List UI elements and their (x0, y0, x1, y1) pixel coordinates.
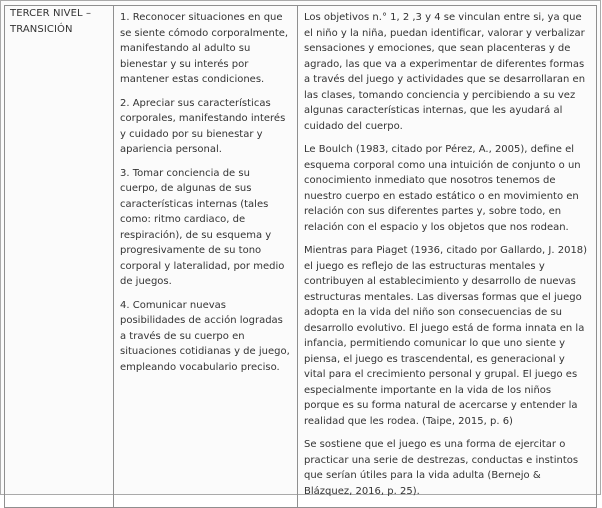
rationale-paragraph: Mientras para Piaget (1936, citado por Gallardo, J. 2018) el juego es reflejo de las estructuras mentales y contribuyen al establecimiento y desarrollo de nuevas estructuras mentales. Las diversas formas que el juego adopta en la vida del niño son consecuencias de su desarrollo evolutivo. El juego está de forma innata en la infancia, permitiendo comunicar lo que uno siente y piensa, el juego es trascendental, es generacional y vital para el crecimiento personal y grupal. El juego es especialmente importante en la vida de los niños porque es su forma natural de acercarse y entender la realidad que les rodea. (Taipe, 2015, p. 6) (304, 245, 588, 427)
goals-cell (114, 6, 298, 508)
goal-item: 2. Apreciar sus características corporales, manifestando interés y cuidado por su bienestar y apariencia personal. (120, 97, 286, 155)
rationale-paragraph: Se sostiene que el juego es una forma de ejercitar o practicar una serie de destrezas, conductas e instintos que serían útiles para la vida adulta (Bernejo & Blázquez, 2016, p. 25). (304, 439, 579, 497)
level-label: TERCER NIVEL – TRANSICIÓN (10, 8, 92, 35)
rationale-text (298, 6, 596, 499)
rationale-paragraph: Los objetivos n.° 1, 2 ,3 y 4 se vinculan entre si, ya que el niño y la niña, puedan identificar, valorar y verbalizar sensaciones y emociones, que sean placenteras y de agrado, las que va a experimentar de diferentes formas a través del juego y actividades que se desarrollaran en las clases, tomando conciencia y percibiendo a su vez algunas características internas, que les ayudará al cuidado del cuerpo. (304, 12, 586, 132)
level-cell (5, 6, 114, 508)
goal-item: 4. Comunicar nuevas posibilidades de acción logradas a través de su cuerpo en situaciones cotidianas y de juego, empleando vocabulario preciso. (120, 299, 290, 373)
curriculum-table (4, 5, 597, 508)
rationale-cell (298, 6, 597, 508)
rationale-paragraph: Le Boulch (1983, citado por Pérez, A., 2005), define el esquema corporal como una intuición de conjunto o un conocimiento inmediato que nosotros tenemos de nuestro cuerpo en estado estático o en movimiento en relación con sus diferentes partes y, sobre todo, en relación con el espacio y los objetos que nos rodean. (304, 144, 581, 233)
goal-item: 1. Reconocer situaciones en que se siente cómodo corporalmente, manifestando al adulto su bienestar y su interés por mantener estas condiciones. (120, 12, 289, 85)
goals-list (114, 6, 297, 375)
table-row (5, 6, 597, 508)
goal-item: 3. Tomar conciencia de su cuerpo, de algunas de sus características internas (tales como: ritmo cardiaco, de respiración), de su esquema y progresivamente de su tono corporal y lateralidad, por medio de juegos. (120, 167, 285, 287)
